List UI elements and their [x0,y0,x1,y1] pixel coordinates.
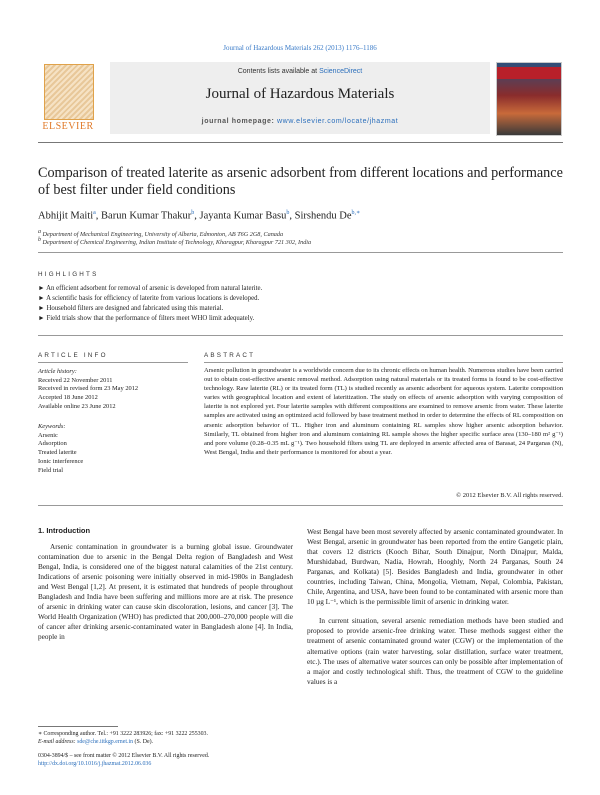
author-affil-mark[interactable]: a [93,210,96,216]
body-column-left [38,542,293,642]
keywords [38,423,188,475]
body-paragraph: In current situation, several arsenic remediation methods have been studied and proposed to provide arsenic-free drinking water. These methods suggest either the treatment of arsenic contaminated ground water (CGW) or the implementation of the alternative options (rain water harvesting, solar distillation, surface water treatment, etc.). The uses of alternative water sources can only be possible after implementation of a major and costly technological shift. Thus, the treatment of CGW to the guideline values is a [307,617,563,686]
author-affil-mark[interactable]: b [286,210,290,216]
author-name: Barun Kumar Thakur [101,210,192,222]
copyright: © 2012 Elsevier B.V. All rights reserved. [456,492,563,499]
email-line: E-mail address: sde@che.iitkgp.ernet.in (S. De). [38,739,154,745]
masthead [110,62,490,134]
body-paragraph: West Bengal have been most severely affected by arsenic contaminated groundwater. In West Bengal, arsenic in groundwater has been reported from the entire Gangetic plain, that covers 12 districts (Kooch Bihar, South Dinajpur, North Dinajpur, Malda, Murshidabad, Burdwan, Nadia, Howrah, Hooghly, North 24 Parganas, South 24 Parganas, and Kolkata) [5]. Besides Bangladesh and India, groundwater in other countries, including Taiwan, China, Mongolia, Vietnam, Nepal, Colombia, Pakistan, Chile, Argentina, and USA, have been found to be contaminated with arsenic more than 10 µg L⁻¹, which is the permissible limit of arsenic in drinking water. [307,528,563,607]
keyword-item: Field trial [38,466,64,474]
journal-banner [38,62,563,138]
highlights-heading: HIGHLIGHTS [38,271,99,278]
elsevier-logo [38,64,98,134]
article-title: Comparison of treated laterite as arsenic adsorbent from different locations and performance of best filter under field conditions [38,165,563,198]
keyword-item: Arsenic [38,431,58,439]
body-column-right [307,527,563,687]
history-item: Available online 23 June 2012 [38,402,116,410]
divider [38,142,563,143]
history-item: Received 22 November 2011 [38,376,113,384]
contents-line: Contents lists available at ScienceDirect [237,68,363,75]
highlight-item: ► Household filters are designed and fabricated using this material. [38,305,224,312]
author-list: Abhijit Maiti$^a$, Barun Kumar Thakur$^b$, Jayanta Kumar Basu$^b$, Sirshendu $De^{b,∗}$ [38,210,361,222]
email-link[interactable]: sde@che.iitkgp.ernet.in [77,739,134,745]
author-name: Sirshendu De [294,210,352,222]
publisher-name: ELSEVIER [42,121,94,132]
footnote [38,730,293,746]
divider [38,335,563,336]
affiliation-a: a Department of Mechanical Engineering, University of Alberta, Edmonton, AB T6G 2G8, Canada [38,229,284,239]
keyword-item: Treated laterite [38,449,77,457]
highlight-item: ► Field trials show that the performance of filters meet WHO limit adequately. [38,315,255,322]
journal-reference[interactable]: Journal of Hazardous Materials 262 (2013) 1176–1186 [223,44,377,52]
homepage-line: journal homepage: www.elsevier.com/locate/jhazmat [201,118,399,125]
history-item: Received in revised form 23 May 2012 [38,385,139,393]
abstract-heading: ABSTRACT [204,352,256,359]
section-heading-introduction: 1. Introduction [38,526,91,535]
divider [38,252,563,253]
journal-cover-image [496,62,562,136]
corresponding-author: ∗ Corresponding author. Tel.: +91 3222 283926; fax: +91 3222 255303. [38,731,208,737]
keyword-item: Ionic interference [38,457,84,465]
highlight-item: ► A scientific basis for efficiency of laterite from various locations is developed. [38,295,260,302]
author-name: Jayanta Kumar Basu [199,210,287,222]
issn-block [38,752,338,768]
history-item: Accepted 18 June 2012 [38,394,98,402]
author-name: Abhijit Maiti [38,210,94,222]
abstract-text: Arsenic pollution in groundwater is a worldwide concern due to its chronic effects on human health. Numerous studies have been carried out to obtain cost-effective arsenic removal method. Adsorption using natural materials or its treated forms is found to be cost-effective technology. Raw laterite (RL) or its treated form (TL) is studied recently as arsenic adsorbent for aqueous system. Laterite composition varies with geographical location and extent of lateritization. The study on effects of arsenic adsorption with varying composition of laterite is not explored yet. Four laterite samples with different compositions are examined to remove arsenic from water. These laterite samples are activated using an optimized acid followed by base treatment method in order to determine the effects of RL composition on arsenic adsorption behavior of TL. Higher iron and aluminum containing RL samples show higher arsenic adsorption behavior. Similarly, TL obtained from higher iron and aluminum containing RL sample shows the higher specific surface area (130–180 m² g⁻¹) and pore volume (0.28–0.35 mL g⁻¹). Two household filters using TL are deployed in arsenic affected area of Barasat, 24 Parganas (N), West Bengal, India and their performance is monitored for about a year. [204,367,563,456]
sciencedirect-link[interactable]: ScienceDirect [319,68,363,75]
author-affil-mark[interactable]: b,∗ [351,210,361,216]
article-history [38,368,188,412]
divider [204,362,563,363]
affiliation-b: b Department of Chemical Engineering, Indian Institute of Technology, Kharagpur, Kharagpur 721 302, India [38,237,312,247]
doi-link[interactable]: http://dx.doi.org/10.1016/j.jhazmat.2012.06.036 [38,761,152,767]
history-label: Article history: [38,368,77,375]
footnote-rule [38,726,118,727]
author-affil-mark[interactable]: b [191,210,195,216]
elsevier-tree-icon [44,64,94,120]
article-info-heading: ARTICLE INFO [38,352,108,359]
journal-title: Journal of Hazardous Materials [205,86,395,102]
highlights-list [38,284,563,324]
divider [38,505,563,506]
body-paragraph: Arsenic contamination in groundwater is a burning global issue. Groundwater contamination due to arsenic in the Bengal Delta region of Bangladesh and West Bengal, India, is considered one of the biggest natural calamities of the 21st century. Indications of arsenic poisoning were initially observed in mid-1980s in Bangladesh and West Bengal [1,2]. At present, it is estimated that hundreds of people throughout Bangladesh and India have been suffering and millions more are at risk. The presence of arsenic in drinking water can cause skin discoloration, lesions, and cancer [3]. The World Health Organization (WHO) has predicted that 200,000–270,000 people will die of cancer after drinking arsenic-contaminated water in Bangladesh alone [4]. In India, people in [38,543,293,642]
keywords-label: Keywords: [38,423,66,430]
front-matter-line: 0304-3894/$ – see front matter © 2012 Elsevier B.V. All rights reserved. [38,753,210,759]
homepage-link[interactable]: www.elsevier.com/locate/jhazmat [277,118,399,125]
cover-band [497,67,561,79]
divider [38,362,188,363]
highlight-item: ► An efficient adsorbent for removal of arsenic is developed from natural laterite. [38,285,263,292]
keyword-item: Adsorption [38,440,67,448]
